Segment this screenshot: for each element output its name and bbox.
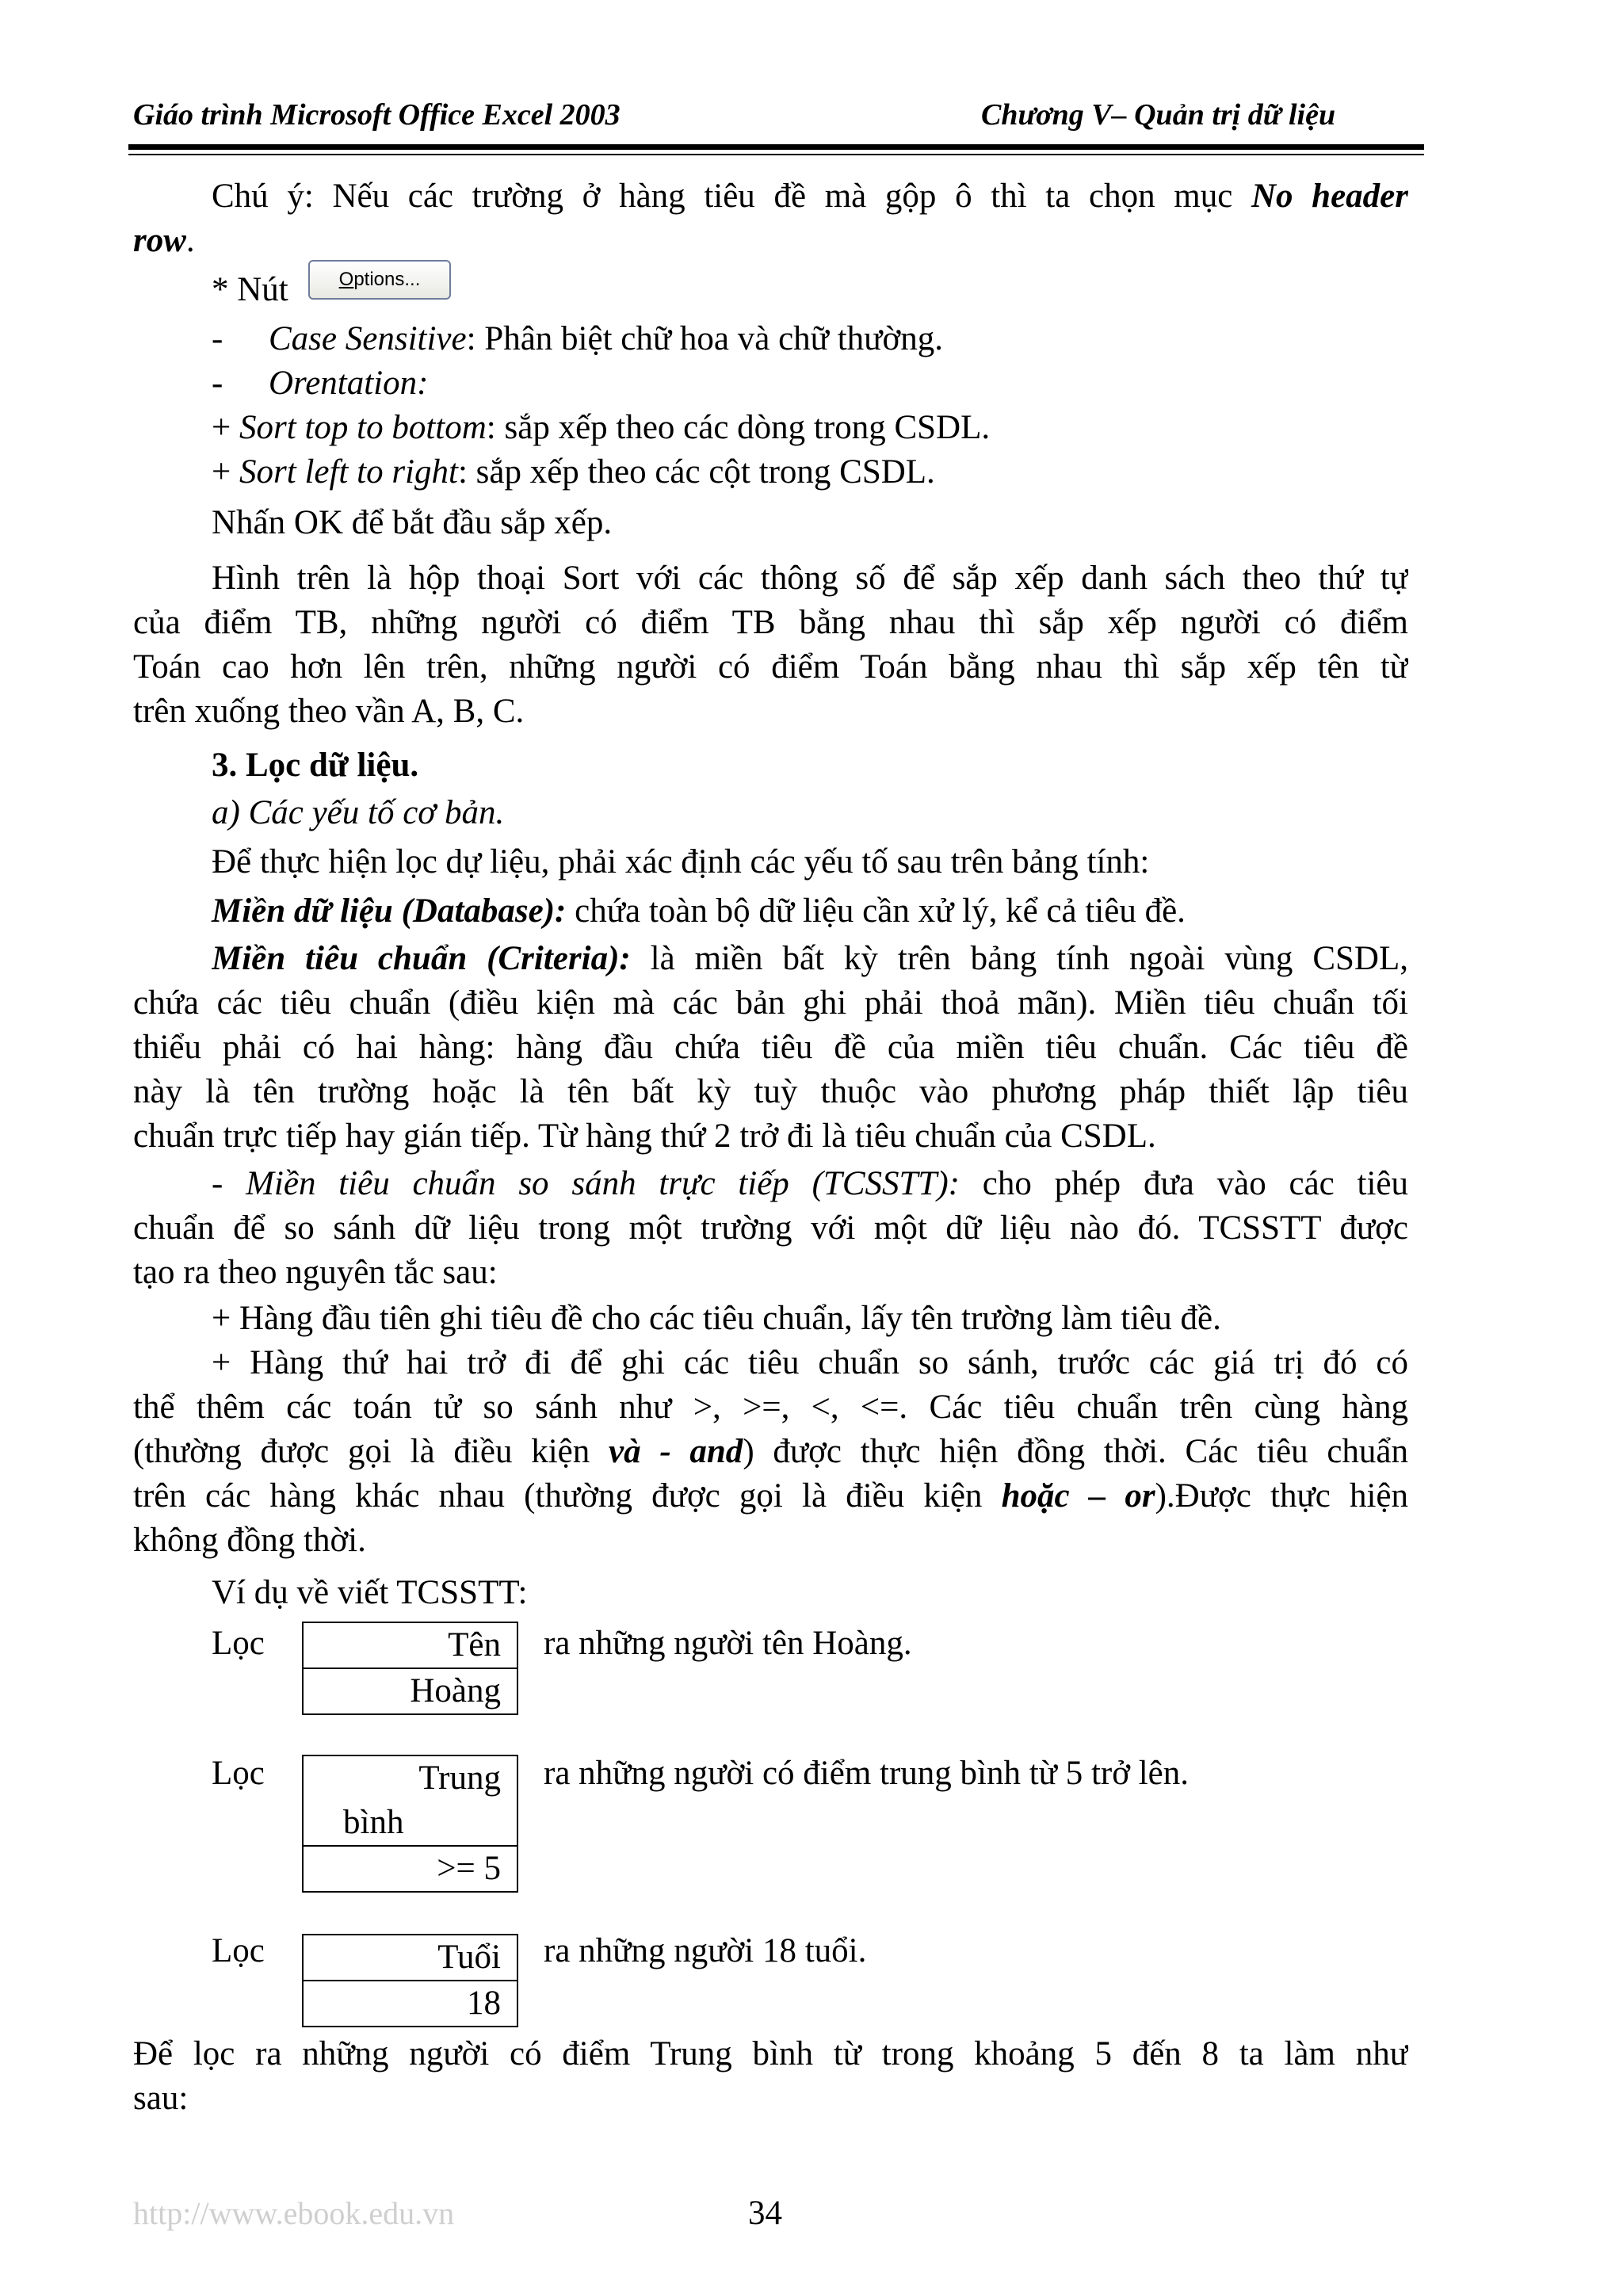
rule-2-line-5: không đồng thời.: [133, 1522, 366, 1559]
page-number: 34: [748, 2195, 782, 2232]
example-2-criteria-table: [302, 1755, 518, 1893]
sort-para-line-4: trên xuống theo vần A, B, C.: [133, 693, 525, 730]
criteria-header-cell: Tên: [448, 1626, 501, 1664]
example-3-description: ra những người 18 tuổi.: [544, 1932, 867, 1969]
rule-2-line-3: (thường được gọi là điều kiện và - and) được thực hiện đồng thời. Các tiêu chuẩn: [133, 1433, 1408, 1470]
criteria-value-cell: Hoàng: [304, 1668, 517, 1713]
header-rule: [128, 144, 1424, 150]
tcsstt-line-2: chuẩn để so sánh dữ liệu trong một trường với một dữ liệu nào đó. TCSSTT được: [133, 1209, 1408, 1247]
rule-2-line-4: trên các hàng khác nhau (thường được gọi là điều kiện hoặc – or).Được thực hiện: [133, 1477, 1408, 1515]
header-title: Giáo trình Microsoft Office Excel 2003: [133, 98, 621, 132]
example-1-description: ra những người tên Hoàng.: [544, 1625, 912, 1662]
section-heading: 3. Lọc dữ liệu.: [212, 747, 419, 784]
criteria-header-cell: Tuổi: [437, 1939, 501, 1976]
example-1-criteria-table: [302, 1622, 518, 1715]
criteria-line-3: thiểu phải có hai hàng: hàng đầu chứa tiêu đề của miền tiêu chuẩn. Các tiêu đề: [133, 1029, 1408, 1066]
example-2-description: ra những người có điểm trung bình từ 5 trở lên.: [544, 1755, 1190, 1792]
options-line: * Nút: [212, 271, 288, 308]
criteria-line-1: Miền tiêu chuẩn (Criteria): là miền bất kỳ trên bảng tính ngoài vùng CSDL,: [212, 940, 1408, 977]
criteria-value-cell: 18: [304, 1980, 517, 2026]
sort-para-line-3: Toán cao hơn lên trên, những người có điểm Toán bằng nhau thì sắp xếp tên từ: [133, 648, 1408, 686]
criteria-value-cell: >= 5: [304, 1845, 517, 1891]
criteria-line-4: này là tên trường hoặc là tên bất kỳ tuỳ thuộc vào phương pháp thiết lập tiêu: [133, 1073, 1408, 1110]
header-chapter: Chương V– Quản trị dữ liệu: [981, 98, 1336, 132]
case-sensitive-line: Case Sensitive: Phân biệt chữ hoa và chữ thường.: [269, 320, 943, 357]
press-ok-line: Nhấn OK để bắt đầu sắp xếp.: [212, 504, 613, 541]
orientation-bullet: -: [212, 365, 223, 402]
sort-para-line-1: Hình trên là hộp thoại Sort với các thông số để sắp xếp danh sách theo thứ tự: [212, 560, 1408, 597]
orientation-line: Orentation:: [269, 365, 429, 402]
note-line-1: Chú ý: Nếu các trường ở hàng tiêu đề mà gộp ô thì ta chọn mục No header: [212, 178, 1408, 215]
rule-2-line-2: thể thêm các toán tử so sánh như >, >=, <, <=. Các tiêu chuẩn trên cùng hàng: [133, 1389, 1408, 1426]
options-button[interactable]: Options...: [308, 260, 451, 300]
criteria-line-2: chứa các tiêu chuẩn (điều kiện mà các bản ghi phải thoả mãn). Miền tiêu chuẩn tối: [133, 984, 1408, 1022]
sort-left-right-line: + Sort left to right: sắp xếp theo các cột trong CSDL.: [212, 453, 935, 491]
example-3-label: Lọc: [212, 1932, 265, 1969]
example-intro: Ví dụ về viết TCSSTT:: [212, 1574, 528, 1611]
footer-url-watermark: http://www.ebook.edu.vn: [133, 2195, 455, 2231]
subsection-heading: a) Các yếu tố cơ bản.: [212, 794, 505, 831]
intro-line: Để thực hiện lọc dự liệu, phải xác định các yếu tố sau trên bảng tính:: [212, 843, 1150, 881]
sort-para-line-2: của điểm TB, những người có điểm TB bằng nhau thì sắp xếp người có điểm: [133, 604, 1408, 641]
note-line-2: row.: [133, 222, 195, 259]
rule-2-line-1: + Hàng thứ hai trở đi để ghi các tiêu chuẩn so sánh, trước các giá trị đó có: [212, 1344, 1408, 1381]
criteria-line-5: chuẩn trực tiếp hay gián tiếp. Từ hàng thứ 2 trở đi là tiêu chuẩn của CSDL.: [133, 1117, 1156, 1155]
example-2-label: Lọc: [212, 1755, 265, 1792]
tcsstt-line-3: tạo ra theo nguyên tắc sau:: [133, 1254, 498, 1291]
final-line-2: sau:: [133, 2080, 189, 2117]
sort-top-bottom-line: + Sort top to bottom: sắp xếp theo các dòng trong CSDL.: [212, 409, 991, 446]
tcsstt-line-1: - Miền tiêu chuẩn so sánh trực tiếp (TCSSTT): cho phép đưa vào các tiêu: [212, 1165, 1408, 1202]
case-sensitive-bullet: -: [212, 320, 223, 357]
database-definition: Miền dữ liệu (Database): chứa toàn bộ dữ liệu cần xử lý, kể cả tiêu đề.: [212, 892, 1186, 930]
rule-1-line: + Hàng đầu tiên ghi tiêu đề cho các tiêu chuẩn, lấy tên trường làm tiêu đề.: [212, 1300, 1221, 1337]
example-1-label: Lọc: [212, 1625, 265, 1662]
criteria-header-cell: Trung bình: [343, 1759, 501, 1841]
header-rule-thin: [128, 154, 1424, 155]
example-3-criteria-table: [302, 1934, 518, 2027]
final-line-1: Để lọc ra những người có điểm Trung bình từ trong khoảng 5 đến 8 ta làm như: [133, 2035, 1408, 2073]
